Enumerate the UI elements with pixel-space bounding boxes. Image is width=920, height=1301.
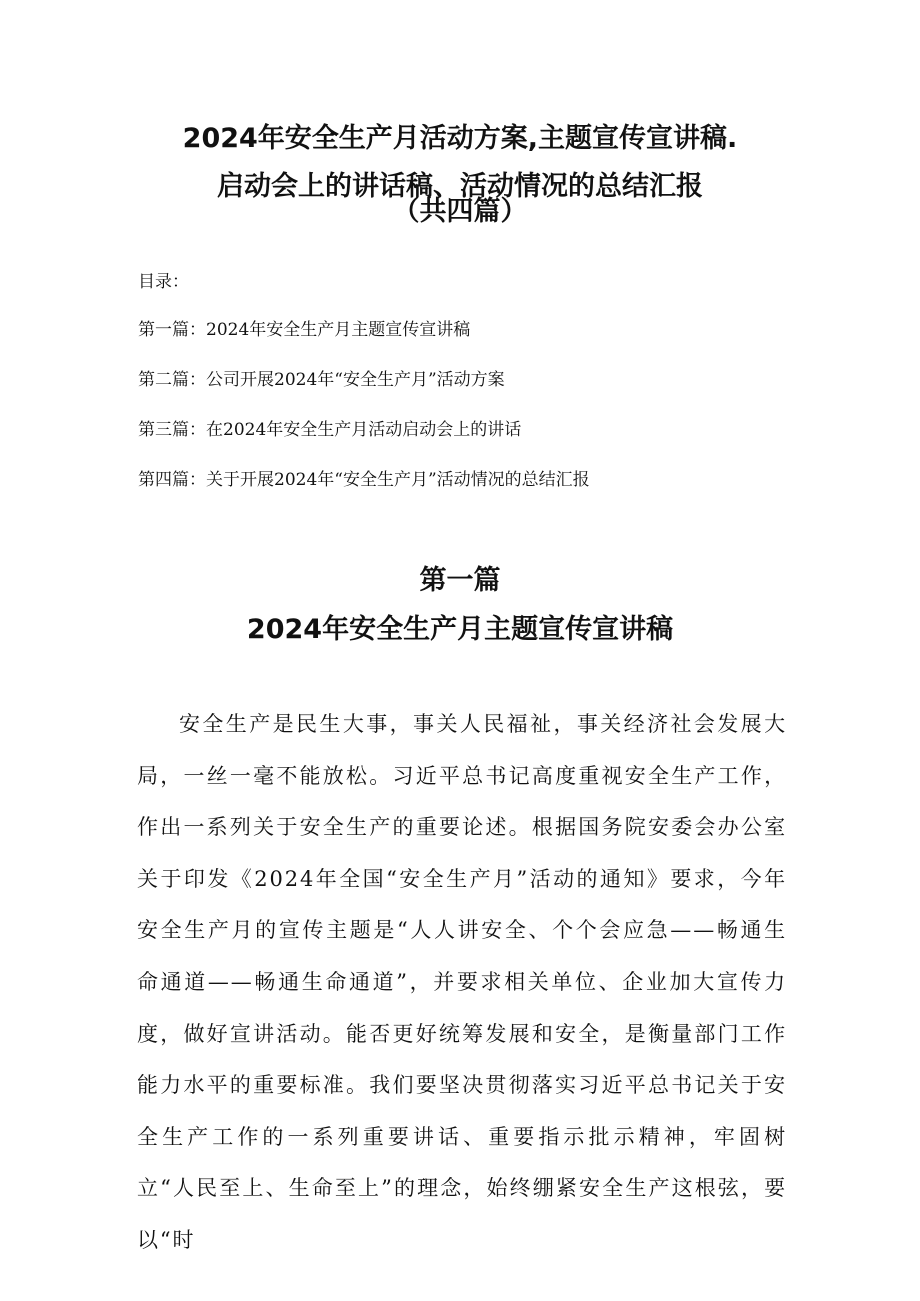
- toc-item-1: 第一篇：2024年安全生产月主题宣传宣讲稿: [138, 320, 471, 340]
- document-title-line-2: 启动会上的讲话稿、活动情况的总结汇报: [217, 171, 703, 202]
- document-title-line-1: 2024年安全生产月活动方案,主题宣传宣讲稿.: [182, 123, 738, 154]
- document-title-line-3: （共四篇）: [392, 196, 528, 227]
- toc-heading: 目录：: [138, 272, 189, 292]
- section-title: 2024年安全生产月主题宣传宣讲稿: [246, 614, 674, 645]
- toc-item-2: 第二篇：公司开展2024年“安全生产月”活动方案: [138, 370, 505, 390]
- body-paragraph: 安全生产是民生大事，事关人民福祉，事关经济社会发展大局，一丝一毫不能放松。习近平总书记高度重视安全生产工作，作出一系列关于安全生产的重要论述。根据国务院安委会办公室关于印发《2024年全国“安全生产月”活动的通知》要求，今年安全生产月的宣传主题是“人人讲安全、个个会应急——畅通生命通道——畅通生命通道”，并要求相关单位、企业加大宣传力度，做好宣讲活动。能否更好统筹发展和安全，是衡量部门工作能力水平的重要标准。我们要坚决贯彻落实习近平总书记关于安全生产工作的一系列重要讲话、重要指示批示精神，牢固树立“人民至上、生命至上”的理念，始终绷紧安全生产这根弦，要以“时: [137, 712, 787, 1252]
- toc-item-3: 第三篇：在2024年安全生产月活动启动会上的讲话: [138, 420, 522, 440]
- toc-item-4: 第四篇：关于开展2024年“安全生产月”活动情况的总结汇报: [138, 470, 590, 490]
- table-of-contents: [138, 316, 590, 516]
- section-label: 第一篇: [419, 565, 501, 596]
